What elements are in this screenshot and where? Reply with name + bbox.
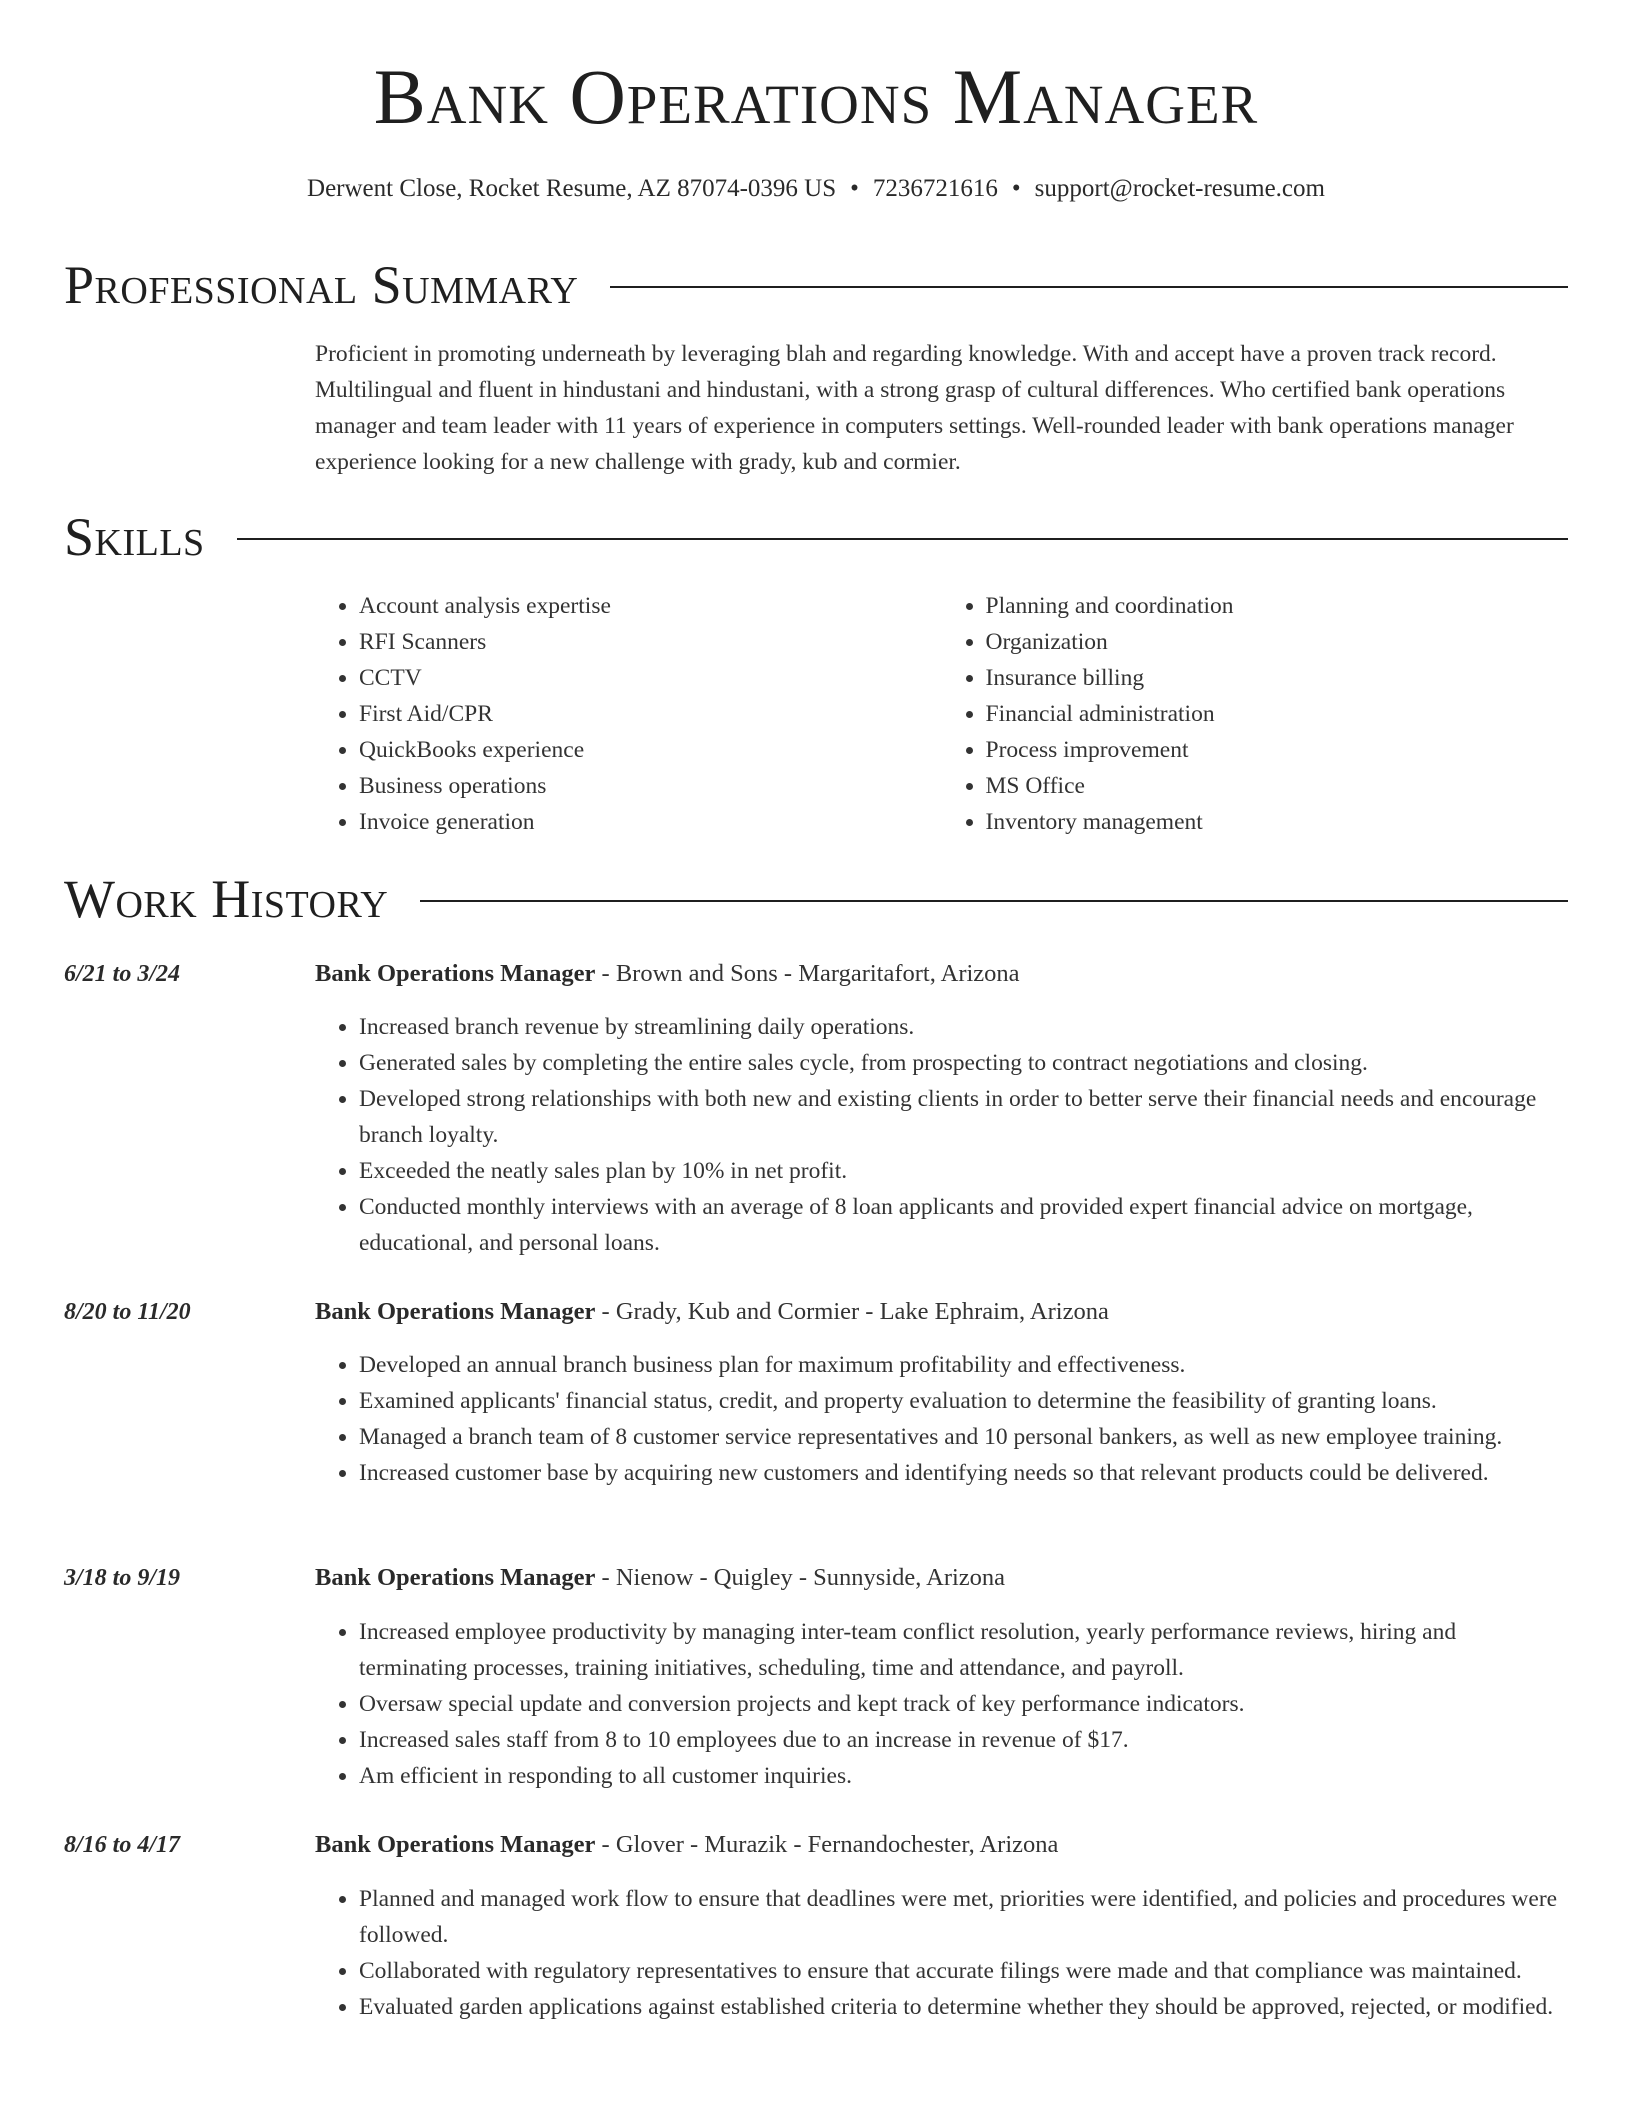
job-dates: 6/21 to 3/24: [64, 961, 181, 987]
job-bullet: • Increased customer base by acquiring new customers and identifying needs so that relevant products could be delivered.: [359, 1455, 1568, 1491]
contact-separator: •: [850, 175, 859, 202]
job-dates: 8/16 to 4/17: [64, 1832, 181, 1858]
section-title-work: Work History: [64, 869, 389, 929]
section-title-summary: Professional Summary: [64, 255, 579, 315]
job-bullet: • Examined applicants' financial status, credit, and property evaluation to determine the feasibility of granting loans.: [359, 1383, 1568, 1419]
job-bullet: • Am efficient in responding to all customer inquiries.: [359, 1758, 1568, 1794]
skill-item: • QuickBooks experience: [359, 732, 942, 768]
job-bullet: • Conducted monthly interviews with an average of 8 loan applicants and provided expert financial advice on mortgage, educational, and personal loans.: [359, 1189, 1568, 1261]
skill-item: • Business operations: [359, 768, 942, 804]
job-heading: [315, 1830, 1058, 1860]
contact-separator: •: [1011, 175, 1021, 202]
skills-list: [315, 588, 1568, 840]
job-bullet: • Increased employee productivity by managing inter-team conflict resolution, yearly performance reviews, hiring and terminating processes, training initiatives, scheduling, time and attendance, and payroll.: [359, 1614, 1568, 1686]
job-details: - Glover - Murazik - Fernandochester, Arizona: [595, 1831, 1059, 1858]
job-bullets: [315, 1881, 1568, 2025]
contact-address: Derwent Close, Rocket Resume, AZ 87074-0396 US: [307, 175, 837, 202]
job-title: Bank Operations Manager: [315, 1831, 596, 1858]
contact-email: support@rocket-resume.com: [1034, 175, 1325, 202]
skills-column-right: [942, 588, 1569, 840]
section-title-skills: Skills: [64, 507, 205, 567]
skill-item: • Inventory management: [986, 804, 1569, 840]
job-details: - Brown and Sons - Margaritafort, Arizona: [595, 960, 1020, 987]
job-bullet: • Developed strong relationships with both new and existing clients in order to better serve their financial needs and encourage branch loyalty.: [359, 1081, 1568, 1153]
job-title: Bank Operations Manager: [315, 960, 596, 987]
job-heading: [315, 1297, 1109, 1327]
skill-item: • Organization: [986, 624, 1569, 660]
job-bullet: • Exceeded the neatly sales plan by 10% in net profit.: [359, 1153, 1568, 1189]
skill-item: • RFI Scanners: [359, 624, 942, 660]
job-bullet: • Developed an annual branch business plan for maximum profitability and effectiveness.: [359, 1347, 1568, 1383]
job-bullet: • Planned and managed work flow to ensure that deadlines were met, priorities were identified, and policies and procedures were followed.: [359, 1881, 1568, 1953]
work-section-header: [64, 869, 1568, 929]
skill-item: • Insurance billing: [986, 660, 1569, 696]
job-bullets: [315, 1614, 1568, 1794]
job-bullet: • Generated sales by completing the entire sales cycle, from prospecting to contract negotiations and closing.: [359, 1045, 1568, 1081]
job-heading: [315, 959, 1020, 989]
job-title: Bank Operations Manager: [315, 1298, 596, 1325]
job-heading: [315, 1563, 1005, 1593]
skill-item: • Process improvement: [986, 732, 1569, 768]
summary-text: Proficient in promoting underneath by leveraging blah and regarding knowledge. With and accept have a proven track record. Multilingual and fluent in hindustani and hindustani, with a strong grasp of cultural differences. Who certified bank operations manager and team leader with 11 years of experience in computers settings. Well-rounded leader with bank operations manager experience looking for a new challenge with grady, kub and cormier.: [315, 341, 1514, 475]
job-bullet: • Managed a branch team of 8 customer service representatives and 10 personal bankers, as well as new employee training.: [359, 1419, 1568, 1455]
job-bullet: • Increased sales staff from 8 to 10 employees due to an increase in revenue of $17.: [359, 1722, 1568, 1758]
skill-item: • First Aid/CPR: [359, 696, 942, 732]
job-details: - Grady, Kub and Cormier - Lake Ephraim, Arizona: [595, 1298, 1109, 1325]
contact-phone: 7236721616: [872, 175, 998, 202]
job-dates: 3/18 to 9/19: [64, 1565, 181, 1591]
job-title: Bank Operations Manager: [315, 1564, 596, 1591]
skill-item: • Planning and coordination: [986, 588, 1569, 624]
skill-item: • Invoice generation: [359, 804, 942, 840]
job-bullet: • Evaluated garden applications against established criteria to determine whether they should be approved, rejected, or modified.: [359, 1989, 1568, 2025]
job-details: - Nienow - Quigley - Sunnyside, Arizona: [595, 1564, 1006, 1591]
skills-section-header: [64, 507, 1568, 567]
job-dates: 8/20 to 11/20: [64, 1299, 191, 1325]
job-bullet: • Collaborated with regulatory representatives to ensure that accurate filings were made and that compliance was maintained.: [359, 1953, 1568, 1989]
skills-column-left: [315, 588, 942, 840]
job-bullets: [315, 1347, 1568, 1491]
skill-item: • MS Office: [986, 768, 1569, 804]
job-bullet: • Increased branch revenue by streamlining daily operations.: [359, 1009, 1568, 1045]
resume-name: Bank Operations Manager: [373, 53, 1259, 140]
contact-line: [64, 176, 1568, 201]
section-divider: [610, 286, 1568, 288]
skill-item: • Account analysis expertise: [359, 588, 942, 624]
summary-section-header: [64, 255, 1568, 315]
section-divider: [237, 538, 1568, 540]
section-divider: [420, 900, 1568, 902]
skill-item: • CCTV: [359, 660, 942, 696]
job-bullet: • Oversaw special update and conversion projects and kept track of key performance indicators.: [359, 1686, 1568, 1722]
skill-item: • Financial administration: [986, 696, 1569, 732]
job-bullets: [315, 1009, 1568, 1261]
